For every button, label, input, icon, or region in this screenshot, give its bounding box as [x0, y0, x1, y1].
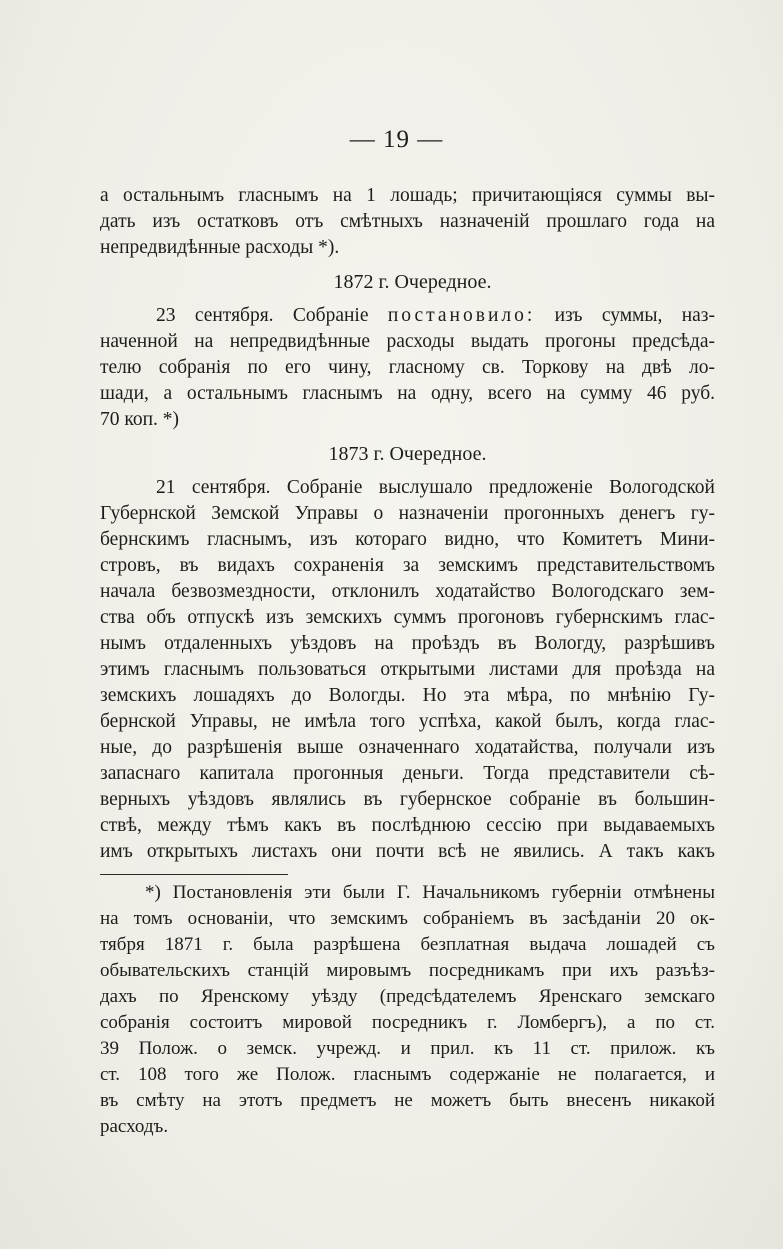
footnote-line-5: дахъ по Яренскому уѣзду (предсѣдателемъ Яренскаго земскаго [100, 986, 715, 1007]
footnote-line-2: на томъ основаніи, что земскимъ собраніемъ въ засѣданіи 20 ок- [100, 908, 715, 929]
para1-line-1: а остальнымъ гласнымъ на 1 лошадь; причитающіяся суммы вы- [100, 185, 715, 206]
para2-line-3: телю собранія по его чину, гласному св. Торкову на двѣ ло- [100, 357, 715, 378]
body-text [100, 183, 715, 865]
para2-spaced-word: постановило: [387, 305, 536, 326]
footnote [100, 880, 715, 1140]
para3-line-4: стровъ, въ видахъ сохраненія за земскимъ представительствомъ [100, 555, 715, 576]
footnote-line-8: ст. 108 того же Полож. гласнымъ содержаніе не полагается, и [100, 1064, 715, 1085]
para3-line-5: начала безвозмездности, отклонилъ ходатайство Вологодскаго зем- [100, 581, 715, 602]
para2-line-4: шади, а остальнымъ гласнымъ на одну, всего на сумму 46 руб. [100, 383, 715, 404]
para2-line-2: наченной на непредвидѣнные расходы выдать прогоны предсѣда- [100, 331, 715, 352]
para3-line-14: ствѣ, между тѣмъ какъ въ послѣднюю сессію при выдаваемыхъ [100, 815, 715, 836]
para3-line-6: ства объ отпускѣ изъ земскихъ суммъ прогоновъ губернскимъ глас- [100, 607, 715, 628]
para1-line-2: дать изъ остатковъ отъ смѣтныхъ назначеній прошлаго года на [100, 211, 715, 232]
heading-1873: 1873 г. Очередное. [328, 443, 487, 465]
para3-line-12: запаснаго капитала прогонныя деньги. Тогда представители сѣ- [100, 763, 715, 784]
para3-line-13: верныхъ уѣздовъ являлись въ губернское собраніе въ большин- [100, 789, 715, 810]
para3-line-11: ные, до разрѣшенія выше означеннаго ходатайства, получали изъ [100, 737, 715, 758]
footnote-line-1: *) Постановленія эти были Г. Начальникомъ губерніи отмѣнены [145, 882, 715, 903]
footnote-line-10: расходъ. [100, 1116, 169, 1137]
para2-first-rest: изъ суммы, наз- [554, 305, 715, 326]
footnote-line-9: въ смѣту на этотъ предметъ не можетъ быть внесенъ никакой [100, 1090, 715, 1111]
para3-line-10: бернской Управы, не имѣла того успѣха, какой былъ, когда глас- [100, 711, 715, 732]
para3-line-1: 21 сентября. Собраніе выслушало предложеніе Вологодской [156, 477, 715, 498]
footnote-line-7: 39 Полож. о земск. учрежд. и прил. къ 11 ст. прилож. къ [100, 1038, 715, 1059]
para3-line-9: земскихъ лошадяхъ до Вологды. Но эта мѣра, по мнѣнію Гу- [100, 685, 715, 706]
para3-line-7: нымъ отдаленныхъ уѣздовъ на проѣздъ въ Вологду, разрѣшивъ [100, 633, 715, 654]
para2-line-5: 70 коп. *) [100, 409, 180, 430]
para2-lead: 23 сентября. Собраніе [156, 305, 369, 326]
para1-line-3: непредвидѣнные расходы *). [100, 237, 340, 258]
para3-line-15: имъ открытыхъ листахъ они почти всѣ не явились. А такъ какъ [100, 841, 715, 862]
footnote-line-6: собранія состоитъ мировой посредникъ г. Ломбергъ), а по ст. [100, 1012, 715, 1033]
heading-1872: 1872 г. Очередное. [333, 271, 492, 293]
para3-line-8: этимъ гласнымъ пользоваться открытыми листами для проѣзда на [100, 659, 715, 680]
para3-line-3: бернскимъ гласнымъ, изъ котораго видно, что Комитетъ Мини- [100, 529, 715, 550]
footnote-line-3: тября 1871 г. была разрѣшена безплатная выдача лошадей съ [100, 934, 715, 955]
para2-line-1 [100, 303, 715, 329]
footnote-divider [100, 874, 288, 875]
footnote-line-4: обывательскихъ станцій мировымъ посредникамъ при ихъ разъѣз- [100, 960, 715, 981]
para3-line-2: Губернской Земской Управы о назначеніи прогонныхъ денегъ гу- [100, 503, 715, 524]
page-number: — 19 — [349, 126, 444, 153]
